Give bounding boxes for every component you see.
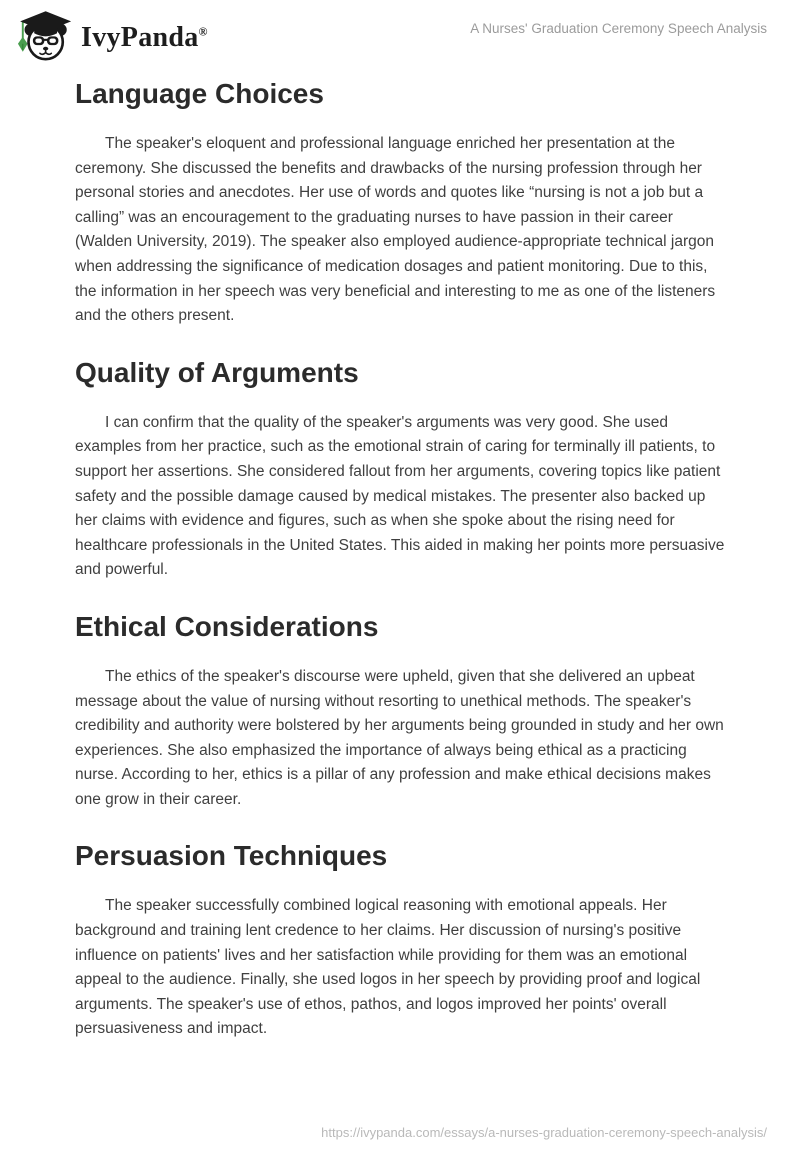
registered-mark: ® [198,24,208,39]
document-title: A Nurses' Graduation Ceremony Speech Analysis [470,21,767,36]
section-heading-ethical-considerations: Ethical Considerations [75,610,379,642]
logo-wordmark: IvyPanda® [81,21,208,53]
page-header [0,0,800,68]
panda-graduate-icon [14,8,72,67]
section-heading-language-choices: Language Choices [75,78,324,109]
section-paragraph-persuasion-techniques: The speaker successfully combined logical reasoning with emotional appeals. Her background and training lent credence to her claims. Her discussion of nursing's positive influence on patients' lives and her satisfaction while providing for them was an emotional appeal to the audience. Finally, she used logos in her speech by providing proof and logical arguments. The speaker's use of ethos, pathos, and logos improved her points' overall persuasiveness and impact. [75,897,701,1038]
section-heading-persuasion-techniques: Persuasion Techniques [75,840,388,872]
page-footer [321,1124,767,1142]
section-quality-of-arguments [75,357,725,583]
ivypanda-logo[interactable] [14,8,208,67]
section-ethical-considerations [75,611,725,813]
essay-content [0,78,800,1042]
section-heading-quality-of-arguments: Quality of Arguments [75,356,359,388]
section-paragraph-quality-of-arguments: I can confirm that the quality of the speaker's arguments was very good. She used examples from her practice, such as the emotional strain of caring for terminally ill patients, to support her assertions. She considered fallout from her arguments, covering topics like patient safety and the possible damage caused by medical mistakes. The presenter also backed up her claims with evidence and figures, such as when she spoke about the rising need for healthcare professionals in the United States. This aided in making her points more persuasive and powerful. [75,413,725,579]
section-language-choices [75,78,725,329]
section-paragraph-language-choices: The speaker's eloquent and professional language enriched her presentation at the ceremony. She discussed the benefits and drawbacks of the nursing profession through her personal stories and anecdotes. Her use of words and quotes like “nursing is not a job but a calling” was an encouragement to the graduating nurses to have passion in their career (Walden University, 2019). The speaker also employed audience-appropriate technical jargon when addressing the significance of medication dosages and patient monitoring. Due to this, the information in her speech was very beneficial and interesting to me as one of the listeners and the others present. [75,135,716,325]
source-url-link[interactable]: https://ivypanda.com/essays/a-nurses-graduation-ceremony-speech-analysis/ [321,1125,767,1140]
section-persuasion-techniques [75,840,725,1042]
section-paragraph-ethical-considerations: The ethics of the speaker's discourse were upheld, given that she delivered an upbeat message about the value of nursing without resorting to unethical methods. The speaker's credibility and authority were bolstered by her arguments being grounded in study and her own experiences. She also emphasized the importance of always being ethical as a practicing nurse. According to her, ethics is a pillar of any profession and make ethical decisions makes one grow in their career. [75,667,724,808]
